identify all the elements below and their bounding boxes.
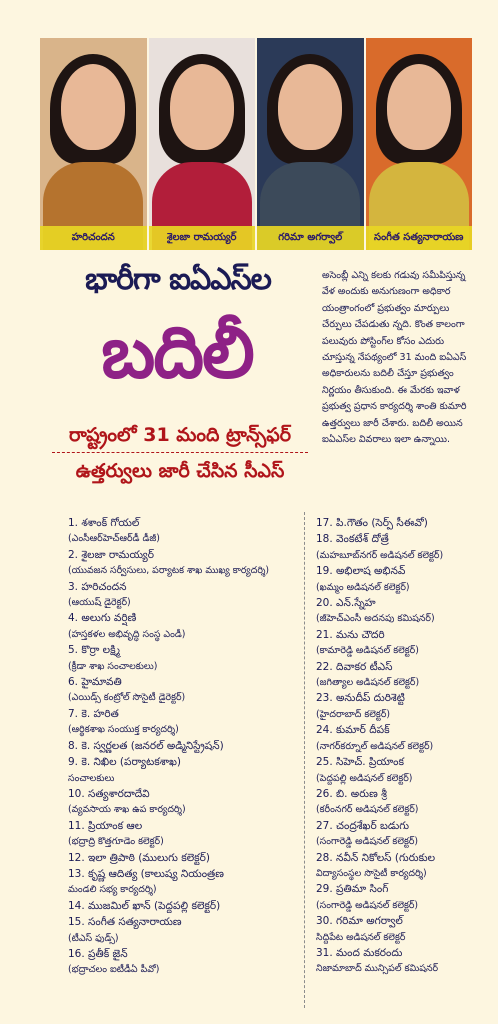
officer-posting: (కరీంనగర్ అడిషనల్ కలెక్టర్) <box>316 804 419 816</box>
officer-posting: సంచాలకులు <box>68 772 115 784</box>
officer-name: 4. అలుగు వర్షిణి <box>68 612 137 625</box>
officer-name: 28. నవీన్ నికోలస్ (గురుకుల <box>316 851 436 864</box>
list-item <box>316 628 476 659</box>
portrait-face <box>387 64 451 150</box>
officer-name: 1. శశాంక్ గోయల్ <box>68 517 140 529</box>
list-item <box>68 707 300 738</box>
officer-name: 13. కృష్ణ ఆదిత్య (కాలుష్య నియంత్రణ <box>68 867 224 880</box>
portrait-face <box>61 64 125 150</box>
officer-posting: (భద్రాచలం ఐటీడీఏ పీవో) <box>68 964 160 976</box>
photo-strip <box>40 38 472 250</box>
portrait-face <box>170 64 234 150</box>
list-item <box>316 882 476 913</box>
officer-posting: (జీహెచ్ఎంసీ అదనపు కమిషనర్) <box>316 613 435 625</box>
list-item <box>68 915 300 946</box>
officer-posting: (క్రీడా శాఖ సంచాలకులు) <box>68 660 158 672</box>
list-item <box>68 675 300 706</box>
officer-posting: (జగిత్యాల అడిషనల్ కలెక్టర్) <box>316 677 420 689</box>
list-item <box>316 946 476 977</box>
transfer-list-left <box>68 516 300 979</box>
officer-name: 17. పి.గౌతం (సెర్ప్ సీఈవో) <box>316 517 428 529</box>
photo-shailaja-ramaiyer <box>149 38 258 250</box>
officer-name: 2. శైలజా రామయ్యర్ <box>68 548 154 561</box>
list-item <box>68 787 300 818</box>
portrait-face <box>278 64 342 150</box>
officer-posting: (యువజన సర్వీసులు, పర్యాటక శాఖ ముఖ్య కార్యదర్శి) <box>68 565 270 577</box>
column-divider <box>304 512 305 1008</box>
officer-posting: (మహబూబ్‌నగర్ అడిషనల్ కలెక్టర్) <box>316 549 444 561</box>
officer-name: 10. సత్యశారదాదేవి <box>68 787 150 800</box>
officer-name: 24. కుమార్ దీపక్ <box>316 724 390 737</box>
list-item <box>316 723 476 754</box>
article-intro: అసెంబ్లీ ఎన్ని కలకు గడువు సమీపిస్తున్న వేళ అందుకు అనుగుణంగా అధికార యంత్రాంగంలో ప్రభుత్వం మార్పులు చేర్పులు చేపడుతు న్నది. కొంత కాలంగా పలువురు పోస్టింగ్‌ల కోసం ఎదురు చూస్తున్న నేపథ్యంలో 31 మంది ఐఏఎస్‌ అధికారులను బదిలీ చేస్తూ ప్రభుత్వం నిర్ణయం తీసుకుంది. ఈ మేరకు ఇవాళ ప్రభుత్వ ప్రధాన కార్యదర్శి శాంతి కుమారి ఉత్తర్వులు జారీ చేశారు. బదిలీ అయిన ఐఏఎస్‌ల వివరాలు ఇలా ఉన్నాయి. <box>322 270 467 446</box>
officer-posting: (టీఎస్ ఫుడ్స్) <box>68 932 119 944</box>
officer-name: 27. చంద్రశేఖర్ బడుగు <box>316 819 410 832</box>
officer-name: 9. కె. నిఖిల (పర్యాటకశాఖ) <box>68 756 181 769</box>
list-item <box>68 899 300 914</box>
officer-name: 19. అభిలాష అభినవ్ <box>316 565 406 578</box>
transfer-list-right <box>316 516 476 978</box>
list-item <box>68 739 300 754</box>
officer-name: 30. గరిమా అగర్వాల్ <box>316 915 403 928</box>
officer-posting: మండలి సభ్య కార్యదర్శి) <box>68 884 157 896</box>
officer-posting: (పెద్దపల్లి అడిషనల్ కలెక్టర్) <box>316 772 413 784</box>
officer-posting: (కామారెడ్డి అడిషనల్ కలెక్టర్) <box>316 645 419 657</box>
list-item <box>68 516 300 547</box>
officer-name: 7. కె. హరిత <box>68 707 119 720</box>
officer-name: 8. కె. స్వర్ణలత (జనరల్ అడ్మినిస్ట్రేషన్) <box>68 739 224 752</box>
list-item <box>68 819 300 850</box>
list-item <box>68 947 300 978</box>
subhead-orders: ఉత్తర్వులు జారీ చేసిన సీఎస్ <box>75 460 285 482</box>
officer-posting: (ఎంసీఆర్‌హెచ్‌ఆర్‌డీ డీజీ) <box>68 533 160 545</box>
list-item <box>68 548 300 579</box>
list-item <box>316 914 476 945</box>
officer-name: 22. దివాకర టీఎస్ <box>316 660 393 673</box>
officer-posting: సిద్దిపేట అడిషనల్ కలెక్టర్ <box>316 931 406 943</box>
photo-caption: గరిమా అగర్వాల్ <box>257 226 364 250</box>
officer-posting: (హస్తకళల అభివృద్ధి సంస్థ ఎండీ) <box>68 628 186 640</box>
list-item <box>316 691 476 722</box>
subhead-transfers: రాష్ట్రంలో 31 మంది ట్రాన్స్‌ఫర్ <box>68 424 292 446</box>
officer-posting: (ఆర్థికశాఖ సంయుక్త కార్యదర్శి) <box>68 724 179 736</box>
officer-name: 6. హైమావతి <box>68 676 122 689</box>
officer-name: 3. హరిచందన <box>68 580 127 593</box>
officer-name: 12. ఇలా త్రిపాఠి (ములుగు కలెక్టర్) <box>68 851 210 864</box>
list-item <box>316 819 476 850</box>
headline-main: బదిలీ <box>101 310 253 394</box>
photo-harichandana <box>40 38 149 250</box>
officer-posting: విద్యాసంస్థల సొసైటీ కార్యదర్శి) <box>316 867 427 879</box>
officer-posting: నిజామాబాద్ మున్సిపల్ కమిషనర్ <box>316 963 439 975</box>
officer-posting: (హైదరాబాద్ కలెక్టర్) <box>316 708 391 720</box>
officer-posting: (ఖమ్మం అడిషనల్ కలెక్టర్) <box>316 581 410 593</box>
photo-garima-agarwal <box>257 38 366 250</box>
officer-name: 14. ముజమిల్ ఖాన్ (పెద్దపల్లి కలెక్టర్) <box>68 899 221 912</box>
officer-name: 31. మంద మకరందు <box>316 946 403 959</box>
list-item <box>316 660 476 691</box>
officer-name: 16. ప్రతీక్ జైన్ <box>68 947 128 960</box>
officer-name: 20. ఎన్.స్నేహ <box>316 597 376 610</box>
officer-posting: (వ్యవసాయ శాఖ ఉప కార్యదర్శి) <box>68 804 186 816</box>
officer-name: 26. బి. అరుణ శ్రీ <box>316 787 387 800</box>
officer-name: 29. ప్రతిమా సింగ్ <box>316 883 389 896</box>
list-item <box>68 580 300 611</box>
list-item <box>316 851 476 882</box>
officer-posting: (ఎయిడ్స్ కంట్రోల్ సొసైటీ డైరెక్టర్) <box>68 692 186 704</box>
officer-name: 21. మను చౌదరి <box>316 628 385 641</box>
list-item <box>316 596 476 627</box>
officer-name: 11. ప్రియాంక ఆల <box>68 819 143 832</box>
list-item <box>316 532 476 563</box>
officer-name: 5. కొర్రా లక్ష్మి <box>68 644 120 657</box>
photo-sangeetha-satyanarayana <box>366 38 473 250</box>
officer-name: 23. అనుదీప్ దురిశెట్టి <box>316 692 405 705</box>
subhead-rule <box>52 452 308 453</box>
list-item <box>68 611 300 642</box>
photo-caption: హరిచందన <box>40 226 147 250</box>
headline-kicker: భారీగా ఐఏఎస్‌ల <box>85 262 271 297</box>
list-item <box>316 755 476 786</box>
officer-name: 25. సిహెచ్. ప్రియాంక <box>316 756 404 769</box>
list-item <box>316 564 476 595</box>
officer-posting: (ఆయుష్ డైరెక్టర్) <box>68 597 131 609</box>
officer-posting: (సంగారెడ్డి అడిషనల్ కలెక్టర్) <box>316 899 419 911</box>
list-item <box>68 643 300 674</box>
list-item <box>68 851 300 866</box>
photo-caption: శైలజా రామయ్యర్ <box>149 226 256 250</box>
list-item <box>68 867 300 898</box>
list-item <box>316 787 476 818</box>
officer-posting: (నాగర్‌కర్నూల్ అడిషనల్ కలెక్టర్) <box>316 740 434 752</box>
list-item <box>316 516 476 531</box>
officer-posting: (భద్రాద్రి కొత్తగూడెం కలెక్టర్) <box>68 836 164 848</box>
officer-name: 18. వెంకటేశ్ దోత్రే <box>316 533 389 546</box>
photo-caption: సంగీత సత్యనారాయణ <box>366 226 473 250</box>
list-item <box>68 755 300 786</box>
officer-name: 15. సంగీత సత్యనారాయణ <box>68 916 182 929</box>
officer-posting: (సంగారెడ్డి అడిషనల్ కలెక్టర్) <box>316 836 419 848</box>
